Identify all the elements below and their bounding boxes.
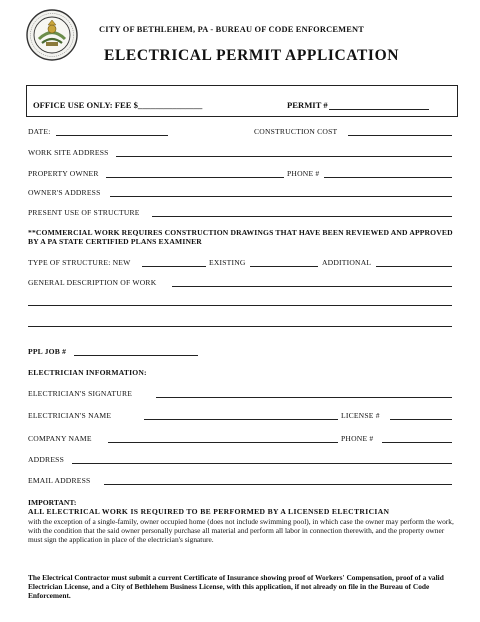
important-heading: IMPORTANT: xyxy=(28,498,77,507)
electrician-name-label: ELECTRICIAN'S NAME xyxy=(28,411,112,420)
work-site-address-label: WORK SITE ADDRESS xyxy=(28,148,109,157)
contractor-insurance-notice: The Electrical Contractor must submit a current Certificate of Insurance showing proof of Workers' Compensation, proof of a valid Electrician License, and a City of Bethlehem Business License, with this application, if not already on file in the Bureau of Code Enforcement. xyxy=(28,573,444,601)
phone-label: PHONE # xyxy=(287,169,320,178)
ppl-job-field[interactable] xyxy=(74,355,198,356)
structure-new-field[interactable] xyxy=(142,266,206,267)
construction-cost-field[interactable] xyxy=(348,135,452,136)
office-use-fee-label: OFFICE USE ONLY: FEE $_______________ xyxy=(33,100,203,110)
electrician-signature-field[interactable] xyxy=(156,397,452,398)
structure-additional-field[interactable] xyxy=(376,266,452,267)
company-name-field[interactable] xyxy=(108,442,338,443)
ppl-job-label: PPL JOB # xyxy=(28,347,67,356)
general-description-field-3[interactable] xyxy=(28,326,452,327)
structure-type-label: TYPE OF STRUCTURE: NEW xyxy=(28,258,131,267)
date-label: DATE: xyxy=(28,127,51,136)
email-address-label: EMAIL ADDRESS xyxy=(28,476,91,485)
seal-emblem-icon xyxy=(26,9,78,61)
construction-cost-label: CONSTRUCTION COST xyxy=(254,127,338,136)
structure-existing-label: EXISTING xyxy=(209,258,246,267)
structure-existing-field[interactable] xyxy=(250,266,318,267)
office-use-box xyxy=(26,85,458,117)
license-field[interactable] xyxy=(390,419,452,420)
header-city-line: CITY OF BETHLEHEM, PA - BUREAU OF CODE ENFORCEMENT xyxy=(99,25,365,34)
date-field[interactable] xyxy=(56,135,168,136)
property-owner-label: PROPERTY OWNER xyxy=(28,169,99,178)
structure-additional-label: ADDITIONAL xyxy=(322,258,372,267)
property-owner-field[interactable] xyxy=(106,177,284,178)
email-address-field[interactable] xyxy=(104,484,452,485)
phone-field[interactable] xyxy=(324,177,452,178)
electrician-signature-label: ELECTRICIAN'S SIGNATURE xyxy=(28,389,133,398)
general-description-field-2[interactable] xyxy=(28,305,452,306)
work-site-address-field[interactable] xyxy=(116,156,452,157)
company-name-label: COMPANY NAME xyxy=(28,434,92,443)
license-label: LICENSE # xyxy=(341,411,380,420)
electrician-phone-field[interactable] xyxy=(382,442,452,443)
owners-address-label: OWNER'S ADDRESS xyxy=(28,188,101,197)
present-use-field[interactable] xyxy=(152,216,452,217)
permit-number-field[interactable] xyxy=(329,109,429,110)
commercial-work-notice: **COMMERCIAL WORK REQUIRES CONSTRUCTION DRAWINGS THAT HAVE BEEN REVIEWED AND APPROVED BY A PA STATE CERTIFIED PLANS EXAMINER xyxy=(28,228,453,247)
owner-exception-text: with the exception of a single-family, owner occupied home (does not include swimming pool), in which case the owner may perform the work, with the condition that the said owner personally purchase all material and perform all labor in connection therewith, and the property owner must sign the application in place of the electrician's signature. xyxy=(28,517,454,545)
page-title: ELECTRICAL PERMIT APPLICATION xyxy=(104,47,400,64)
permit-number-label: PERMIT # xyxy=(287,100,328,110)
electrician-address-label: ADDRESS xyxy=(28,455,65,464)
electrician-address-field[interactable] xyxy=(72,463,452,464)
owners-address-field[interactable] xyxy=(110,196,452,197)
present-use-label: PRESENT USE OF STRUCTURE xyxy=(28,208,140,217)
general-description-field-1[interactable] xyxy=(172,286,452,287)
general-description-label: GENERAL DESCRIPTION OF WORK xyxy=(28,278,157,287)
electrician-phone-label: PHONE # xyxy=(341,434,374,443)
city-seal-logo xyxy=(26,9,78,61)
electrician-info-heading: ELECTRICIAN INFORMATION: xyxy=(28,368,147,377)
licensed-electrician-notice: ALL ELECTRICAL WORK IS REQUIRED TO BE PERFORMED BY A LICENSED ELECTRICIAN xyxy=(28,507,390,516)
electrician-name-field[interactable] xyxy=(144,419,338,420)
